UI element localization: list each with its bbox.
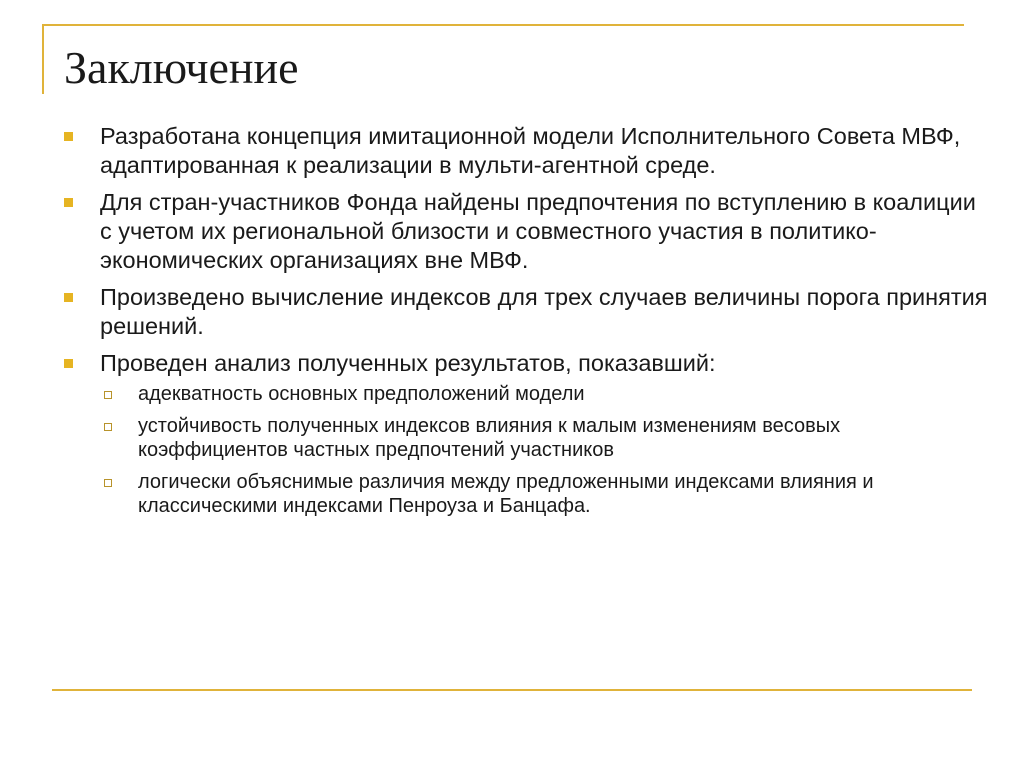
square-bullet-icon [64,293,73,302]
square-bullet-icon [64,359,73,368]
slide-content [62,122,992,526]
bullet-list [62,122,992,518]
bullet-item [62,122,992,180]
sub-bullet-item [100,382,992,406]
sub-bullet-text: адекватность основных предположений модели [138,383,585,405]
bullet-item [62,349,992,518]
bullet-text: Разработана концепция имитационной модели Исполнительного Совета МВФ, адаптированная к реализации в мульти-агентной среде. [100,123,961,178]
bullet-item [62,283,992,341]
sub-bullet-text: устойчивость полученных индексов влияния к малым изменениям весовых коэффициентов частных предпочтений участников [138,415,841,461]
bullet-text: Проведен анализ полученных результатов, показавший: [100,350,716,376]
sub-bullet-item [100,414,992,462]
bullet-text: Для стран-участников Фонда найдены предпочтения по вступлению в коалиции с учетом их региональной близости и совместного участия в политико-экономических организациях вне МВФ. [100,189,976,273]
slide-title: Заключение [64,42,299,93]
sub-bullet-text: логически объяснимые различия между предложенными индексами влияния и классическими индексами Пенроуза и Банцафа. [138,471,874,517]
bullet-text: Произведено вычисление индексов для трех случаев величины порога принятия решений. [100,284,988,339]
square-bullet-icon [64,132,73,141]
top-accent-rule [42,24,964,26]
hollow-square-bullet-icon [104,479,112,487]
corner-accent-rule [42,26,44,94]
sub-bullet-list [100,382,992,518]
hollow-square-bullet-icon [104,391,112,399]
bullet-item [62,188,992,275]
sub-bullet-item [100,470,992,518]
bottom-accent-rule [52,689,972,691]
hollow-square-bullet-icon [104,423,112,431]
square-bullet-icon [64,198,73,207]
